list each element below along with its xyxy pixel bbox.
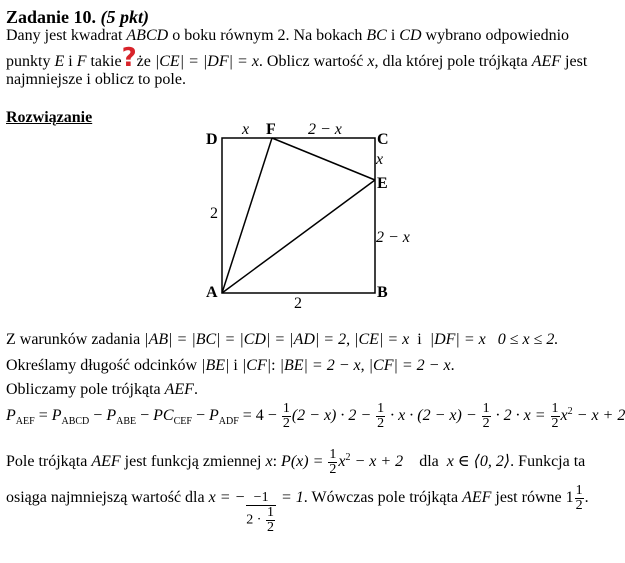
- label-fc: 2 − x: [308, 121, 342, 138]
- vertex-f: F: [266, 121, 276, 138]
- segment-fe: [272, 138, 375, 180]
- function-line: Pole trójkąta AEF jest funkcją zmiennej x: P(x) = $\frac{1}{2}$ $x^2 - x + 2$ dla x ∈ ⟨0, 2⟩. Funkcja ta: [6, 447, 586, 477]
- label-df: x: [242, 121, 250, 138]
- task-number: Zadanie 10.: [6, 7, 97, 27]
- label-eb: 2 − x: [376, 229, 410, 246]
- segment-af: [222, 138, 272, 293]
- question-mark-icon: ?: [121, 43, 137, 73]
- minimum-line: osiąga najmniejszą wartość dla x = − −1 2 · $\frac{1}{2}$ = 1. Wówczas pole trójkąta AEF jest równe 1 $\frac{1}{2}$ .: [6, 483, 589, 536]
- vertex-d: D: [206, 131, 218, 148]
- label-ad: 2: [210, 205, 218, 222]
- vertex-e: E: [377, 175, 388, 192]
- vertex-c: C: [377, 131, 389, 148]
- square-abcd: [222, 138, 375, 293]
- task-points: (5 pkt): [100, 7, 150, 27]
- task-title: [6, 6, 149, 28]
- solution-line-2: Określamy długość odcinków |BE| i |CF|: |BE| = 2 − x, |CF| = 2 − x.: [6, 357, 455, 374]
- solution-line-3: Obliczamy pole trójkąta AEF.: [6, 381, 198, 398]
- segment-ae: [222, 180, 375, 293]
- label-ab: 2: [294, 295, 302, 312]
- label-ce: x: [376, 151, 384, 168]
- condition-formula: |CE| = |DF| = x: [154, 53, 259, 70]
- square-diagram: [200, 120, 420, 310]
- problem-line-3: najmniejsze i oblicz to pole.: [6, 71, 186, 88]
- problem-line-2: punkty E i F takie?że |CE| = |DF| = x. Oblicz wartość x, dla której pole trójkąta AEF jest: [6, 43, 588, 73]
- problem-line-1: Dany jest kwadrat ABCD o boku równym 2. Na bokach BC i CD wybrano odpowiednio: [6, 27, 570, 44]
- vertex-a: A: [206, 284, 218, 301]
- vertex-b: B: [377, 284, 388, 301]
- solution-heading: Rozwiązanie: [6, 109, 93, 126]
- solution-line-1: Z warunków zadania |AB| = |BC| = |CD| = |AD| = 2, |CE| = x i |DF| = x 0 ≤ x ≤ 2.: [6, 331, 559, 348]
- area-formula: $P_{AEF} = P_{ABCD} - P_{ABE} - PC_{CEF} - P_{ADF} = 4$ − $\frac{1}{2}$ (2 − x) · 2 − $\frac{1}{2}$ · x · (2 − x) − $\frac{1}{2}$ · 2 · x = $\frac{1}{2}$ $x^2 - x + 2$: [6, 401, 625, 431]
